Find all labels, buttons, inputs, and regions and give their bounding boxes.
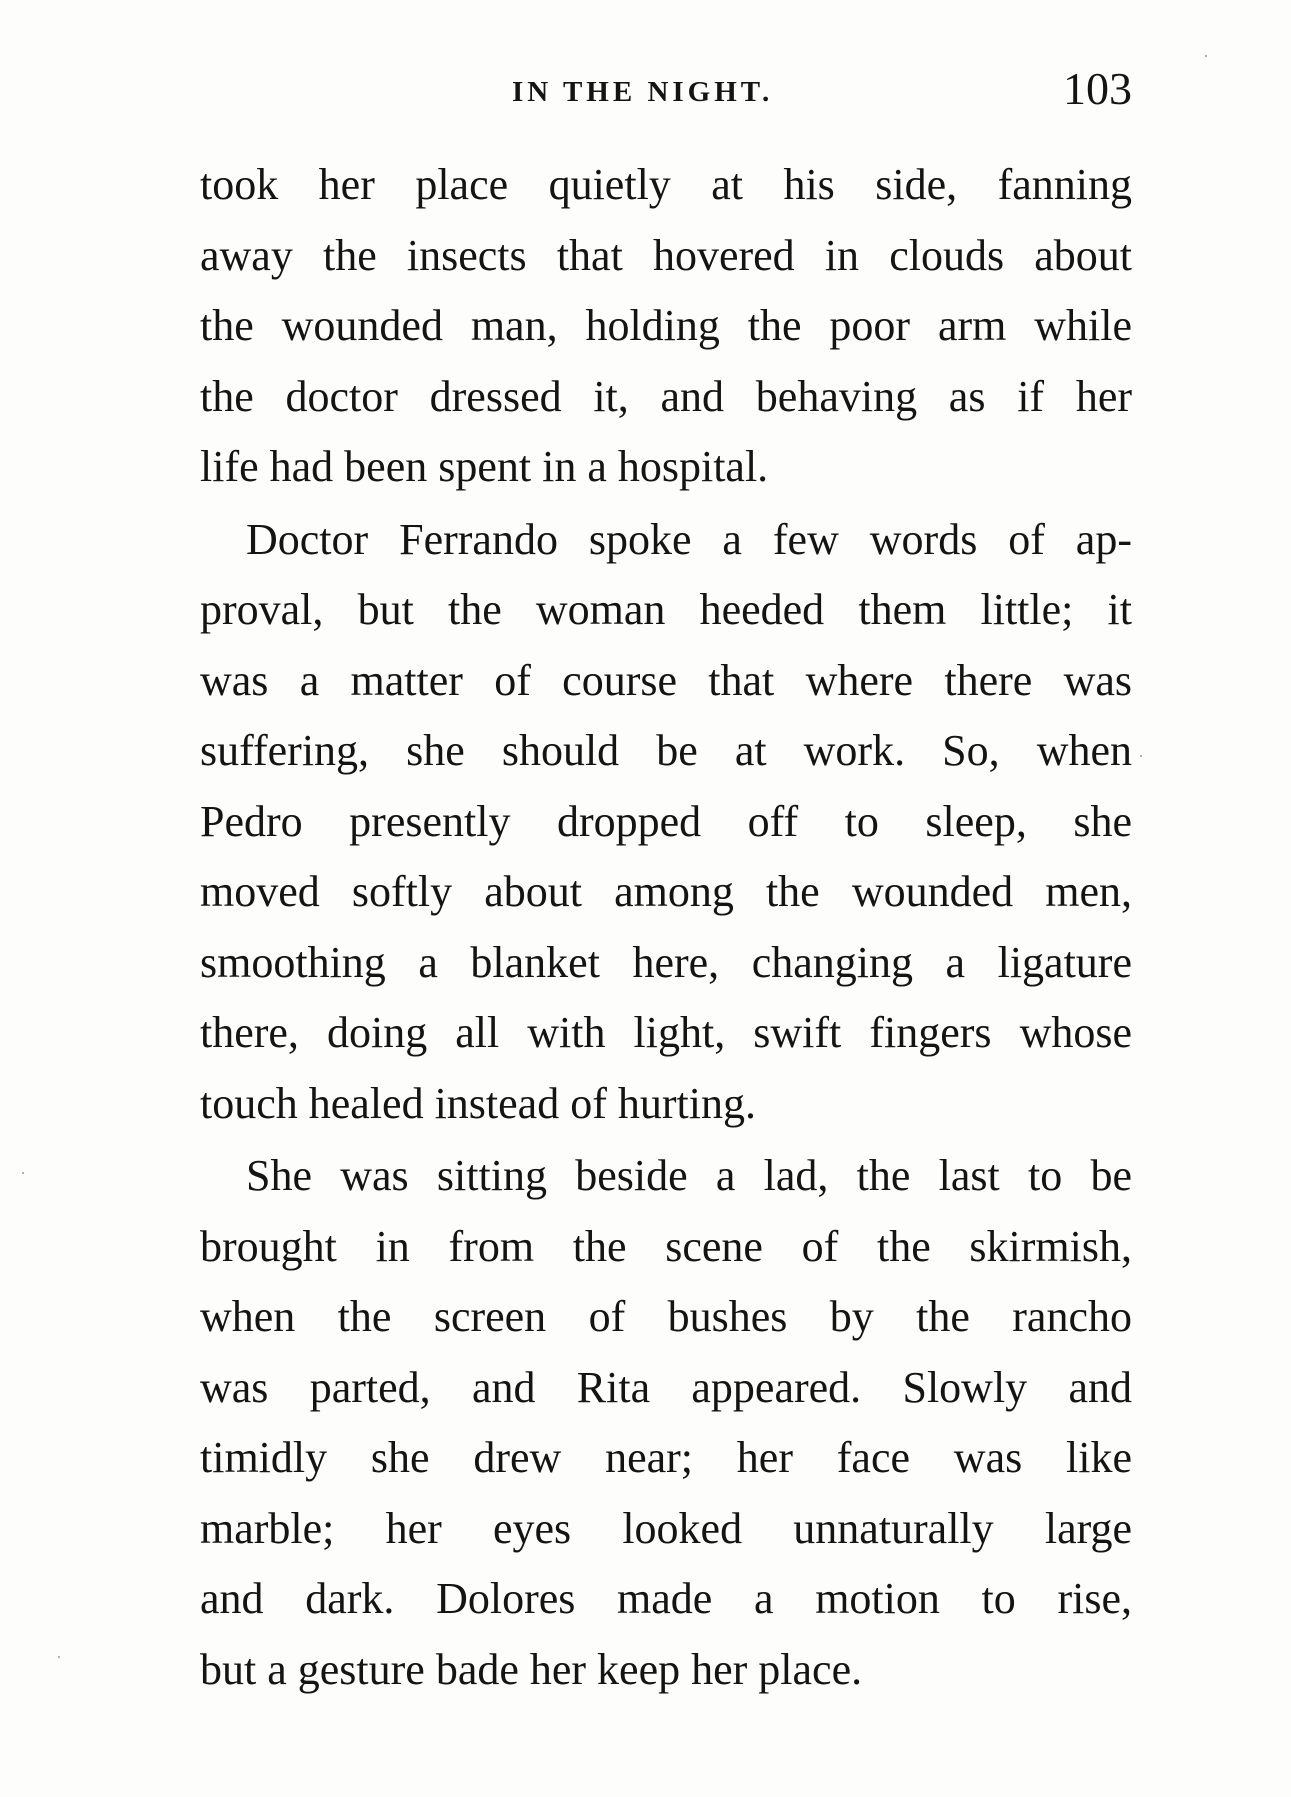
text-line: was a matter of course that where there was — [200, 655, 1132, 705]
running-title: IN THE NIGHT. — [512, 76, 774, 108]
text-line: took her place quietly at his side, fanning — [200, 160, 1132, 209]
body-text — [200, 150, 1132, 1705]
page-number: 103 — [1063, 63, 1132, 114]
paper-speck — [1205, 55, 1207, 57]
text-line: when the screen of bushes by the rancho — [200, 1292, 1132, 1341]
text-line: suffering, she should be at work. So, when — [200, 726, 1132, 775]
paper-speck — [1140, 755, 1142, 757]
paragraph-3 — [200, 1141, 1132, 1705]
text-line: marble; her eyes looked unnaturally large — [200, 1503, 1132, 1553]
text-line: away the insects that hovered in clouds about — [200, 230, 1132, 280]
text-line: there, doing all with light, swift fingers whose — [200, 1008, 1132, 1057]
text-line: the wounded man, holding the poor arm while — [200, 301, 1132, 350]
text-line: smoothing a blanket here, changing a ligature — [200, 937, 1132, 987]
text-line: Pedro presently dropped off to sleep, she — [200, 796, 1132, 846]
text-line: but a gesture bade her keep her place. — [200, 1644, 863, 1694]
text-line: She was sitting beside a lad, the last to be — [246, 1151, 1132, 1200]
text-line: touch healed instead of hurting. — [200, 1078, 756, 1128]
paragraph-1 — [200, 150, 1132, 503]
text-line: life had been spent in a hospital. — [200, 442, 769, 491]
paper-speck — [58, 1656, 60, 1658]
text-line: brought in from the scene of the skirmish, — [200, 1221, 1132, 1271]
text-line: Doctor Ferrando spoke a few words of ap- — [246, 514, 1132, 564]
text-line: was parted, and Rita appeared. Slowly and — [200, 1362, 1132, 1412]
text-line: and dark. Dolores made a motion to rise, — [200, 1574, 1132, 1623]
text-line: timidly she drew near; her face was like — [200, 1433, 1132, 1482]
paragraph-2 — [200, 505, 1132, 1140]
text-line: moved softly about among the wounded men, — [200, 867, 1132, 916]
running-head — [200, 62, 1132, 122]
paper-speck — [22, 1172, 24, 1174]
text-line: the doctor dressed it, and behaving as if her — [200, 371, 1132, 421]
text-line: proval, but the woman heeded them little; it — [200, 585, 1132, 634]
